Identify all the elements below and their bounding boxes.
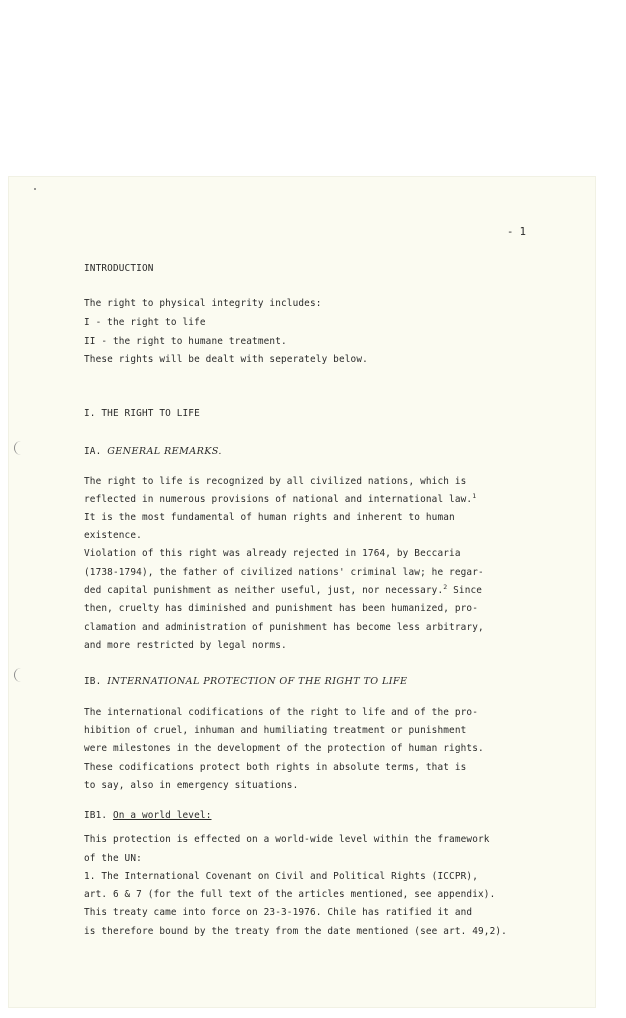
- line-text: Since: [447, 585, 483, 596]
- subsection-title: GENERAL REMARKS.: [107, 446, 222, 457]
- section-heading: I. THE RIGHT TO LIFE: [84, 408, 200, 419]
- scan-speck: [34, 188, 36, 190]
- paragraph-line: [84, 494, 476, 506]
- paragraph-line: Violation of this right was already rejected in 1764, by Beccaria: [84, 548, 461, 559]
- paragraph-line: It is the most fundamental of human rights and inherent to human: [84, 512, 455, 523]
- subsection-number: IB.: [84, 676, 102, 687]
- paragraph-line: The right to life is recognized by all civilized nations, which is: [84, 476, 467, 487]
- intro-line: I - the right to life: [84, 317, 206, 328]
- paragraph-line: then, cruelty has diminished and punishment has been humanized, pro-: [84, 603, 479, 614]
- subsection-heading: [84, 446, 222, 458]
- paragraph-line: [84, 585, 482, 597]
- paragraph-line: (1738-1794), the father of civilized nations' criminal law; he regar-: [84, 567, 484, 578]
- paragraph-line: to say, also in emergency situations.: [84, 780, 299, 791]
- paragraph-line: These codifications protect both rights in absolute terms, that is: [84, 762, 467, 773]
- paragraph-line: is therefore bound by the treaty from the date mentioned (see art. 49,2).: [84, 926, 507, 937]
- subsection-title: On a world level:: [112, 810, 212, 821]
- paragraph-line: existence.: [84, 530, 142, 541]
- paragraph-line: This treaty came into force on 23-3-1976. Chile has ratified it and: [84, 907, 473, 918]
- line-text: reflected in numerous provisions of national and international law.: [84, 494, 473, 505]
- subsection-number: IA.: [84, 446, 102, 457]
- paragraph-line: of the UN:: [84, 853, 142, 864]
- footnote-ref: 2: [443, 583, 448, 591]
- paragraph-line: hibition of cruel, inhuman and humiliating treatment or punishment: [84, 725, 467, 736]
- intro-line: The right to physical integrity includes:: [84, 298, 322, 309]
- page-number: - 1: [507, 226, 526, 238]
- paragraph-line: clamation and administration of punishment has become less arbitrary,: [84, 622, 484, 633]
- intro-heading: INTRODUCTION: [84, 263, 154, 274]
- margin-mark: [14, 441, 25, 455]
- subsection-heading: [84, 810, 212, 822]
- footnote-ref: 1: [472, 492, 477, 500]
- paragraph-line: were milestones in the development of the protection of human rights.: [84, 743, 484, 754]
- subsection-heading: [84, 676, 407, 688]
- paragraph-line: 1. The International Covenant on Civil and Political Rights (ICCPR),: [84, 871, 479, 882]
- intro-line: II - the right to humane treatment.: [84, 336, 287, 347]
- paragraph-line: art. 6 & 7 (for the full text of the articles mentioned, see appendix).: [84, 889, 496, 900]
- line-text: ded capital punishment as neither useful, just, nor necessary.: [84, 585, 444, 596]
- paragraph-line: This protection is effected on a world-wide level within the framework: [84, 834, 490, 845]
- margin-mark: [14, 668, 25, 682]
- subsection-number: IB1.: [84, 810, 108, 821]
- paragraph-line: The international codifications of the right to life and of the pro-: [84, 707, 479, 718]
- subsection-title: INTERNATIONAL PROTECTION OF THE RIGHT TO LIFE: [107, 676, 408, 687]
- paragraph-line: and more restricted by legal norms.: [84, 640, 287, 651]
- intro-line: These rights will be dealt with seperately below.: [84, 354, 368, 365]
